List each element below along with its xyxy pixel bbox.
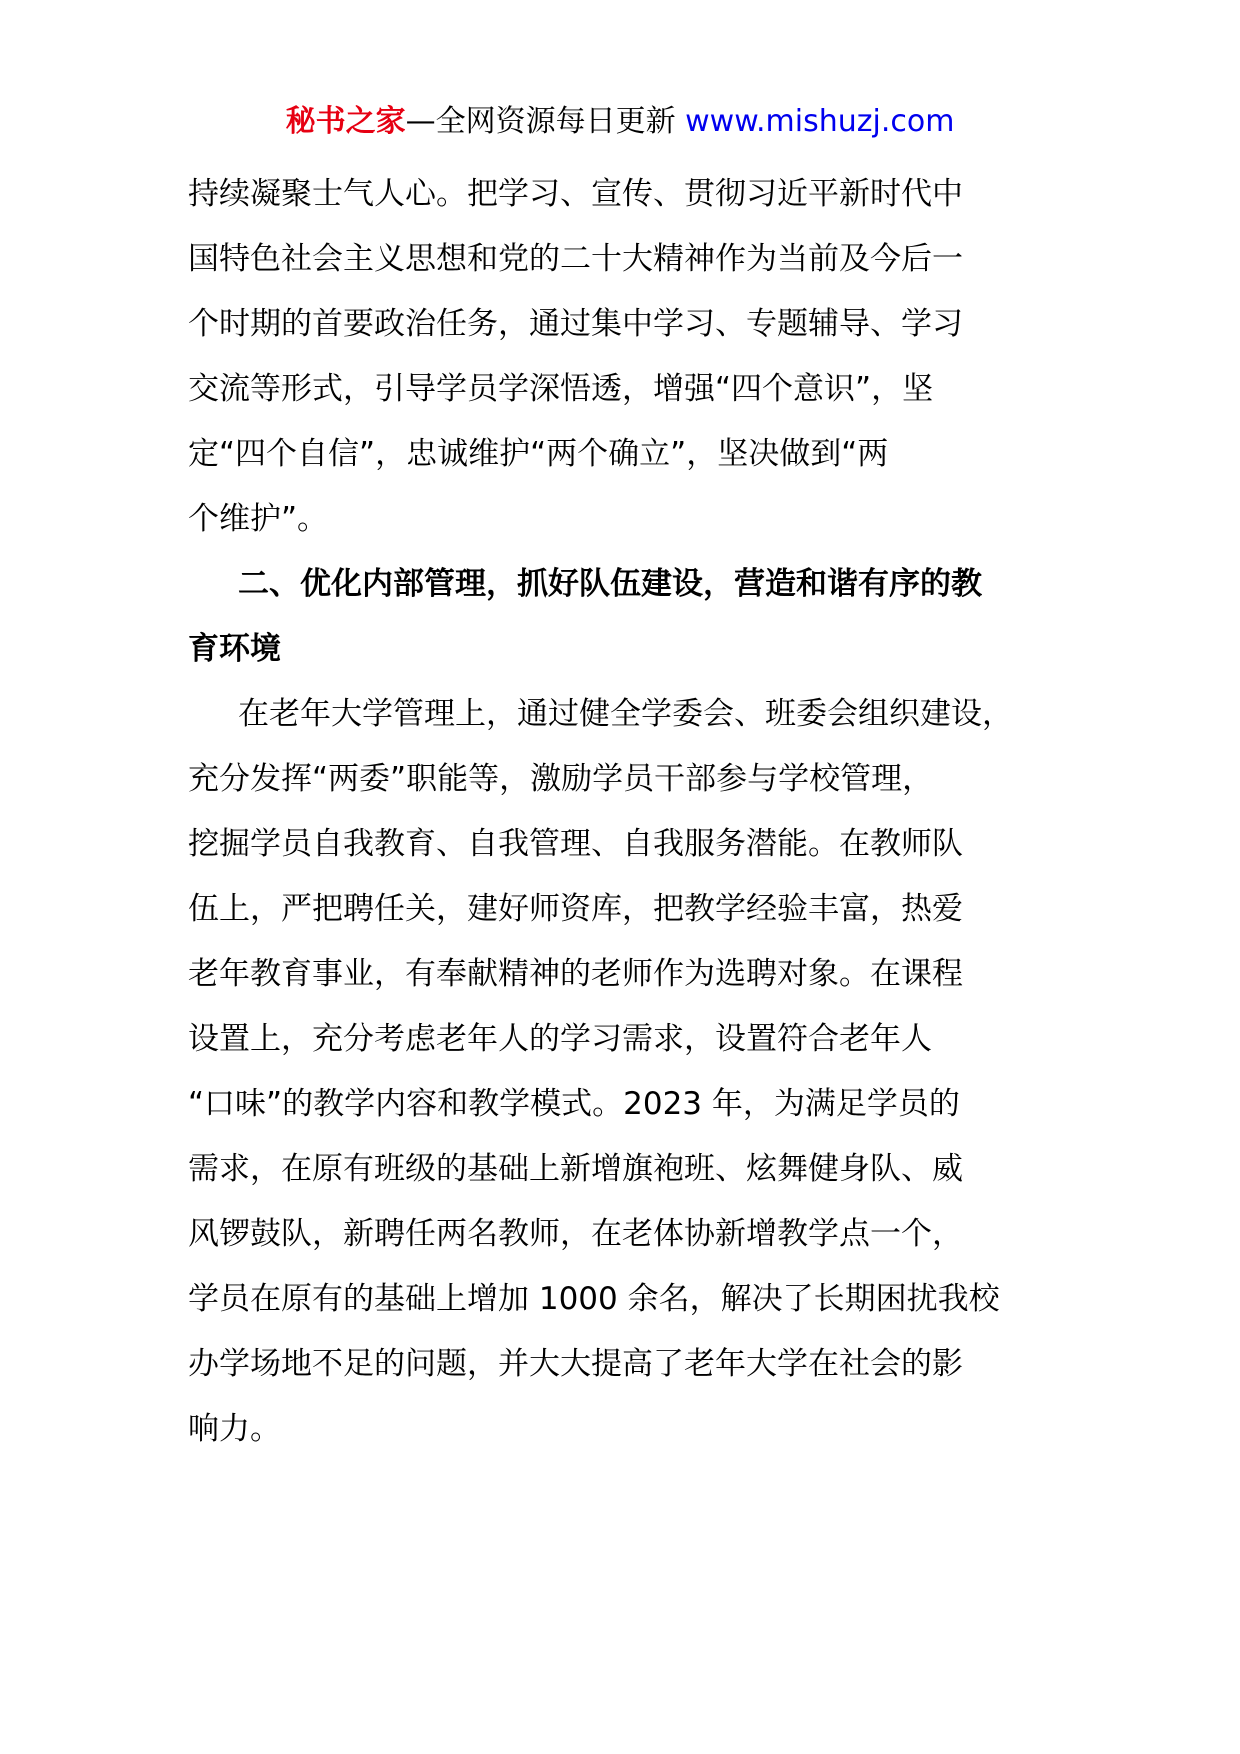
text-line: 响力。: [188, 1411, 281, 1447]
section-heading: 二、优化内部管理，抓好队伍建设，营造和谐有序的教: [238, 566, 982, 602]
text-line: 国特色社会主义思想和党的二十大精神作为当前及今后一: [188, 241, 963, 277]
text-line: 学员在原有的基础上增加 1000 余名，解决了长期困扰我校: [188, 1281, 1000, 1317]
text-line: 需求，在原有班级的基础上新增旗袍班、炫舞健身队、威: [188, 1151, 963, 1187]
text-line: “口味”的教学内容和教学模式。2023 年，为满足学员的: [188, 1086, 960, 1122]
text-line: 交流等形式，引导学员学深悟透，增强“四个意识”，坚: [188, 371, 934, 407]
text-line: 充分发挥“两委”职能等，激励学员干部参与学校管理，: [188, 761, 934, 797]
text-line: 风锣鼓队，新聘任两名教师，在老体协新增教学点一个，: [188, 1216, 963, 1252]
header-tagline: —全网资源每日更新: [405, 104, 676, 139]
text-line: 老年教育事业，有奉献精神的老师作为选聘对象。在课程: [188, 956, 963, 992]
header-url-link[interactable]: www.mishuzj.com: [685, 104, 955, 139]
header-brand: 秘书之家: [285, 104, 406, 139]
text-line: 定“四个自信”，忠诚维护“两个确立”，坚决做到“两: [188, 436, 889, 472]
paragraph-start: 在老年大学管理上，通过健全学委会、班委会组织建设，: [238, 696, 1013, 732]
text-line: 挖掘学员自我教育、自我管理、自我服务潜能。在教师队: [188, 826, 963, 862]
section-heading-continued: 育环境: [188, 631, 281, 667]
text-line: 个时期的首要政治任务，通过集中学习、专题辅导、学习: [188, 306, 963, 342]
text-line: 持续凝聚士气人心。把学习、宣传、贯彻习近平新时代中: [188, 176, 963, 212]
text-line: 伍上，严把聘任关，建好师资库，把教学经验丰富，热爱: [188, 891, 963, 927]
text-line: 个维护”。: [188, 501, 329, 537]
text-line: 办学场地不足的问题，并大大提高了老年大学在社会的影: [188, 1346, 963, 1382]
text-line: 设置上，充分考虑老年人的学习需求，设置符合老年人: [188, 1021, 932, 1057]
document-body: [188, 162, 1088, 1462]
page-header: [0, 100, 1240, 144]
